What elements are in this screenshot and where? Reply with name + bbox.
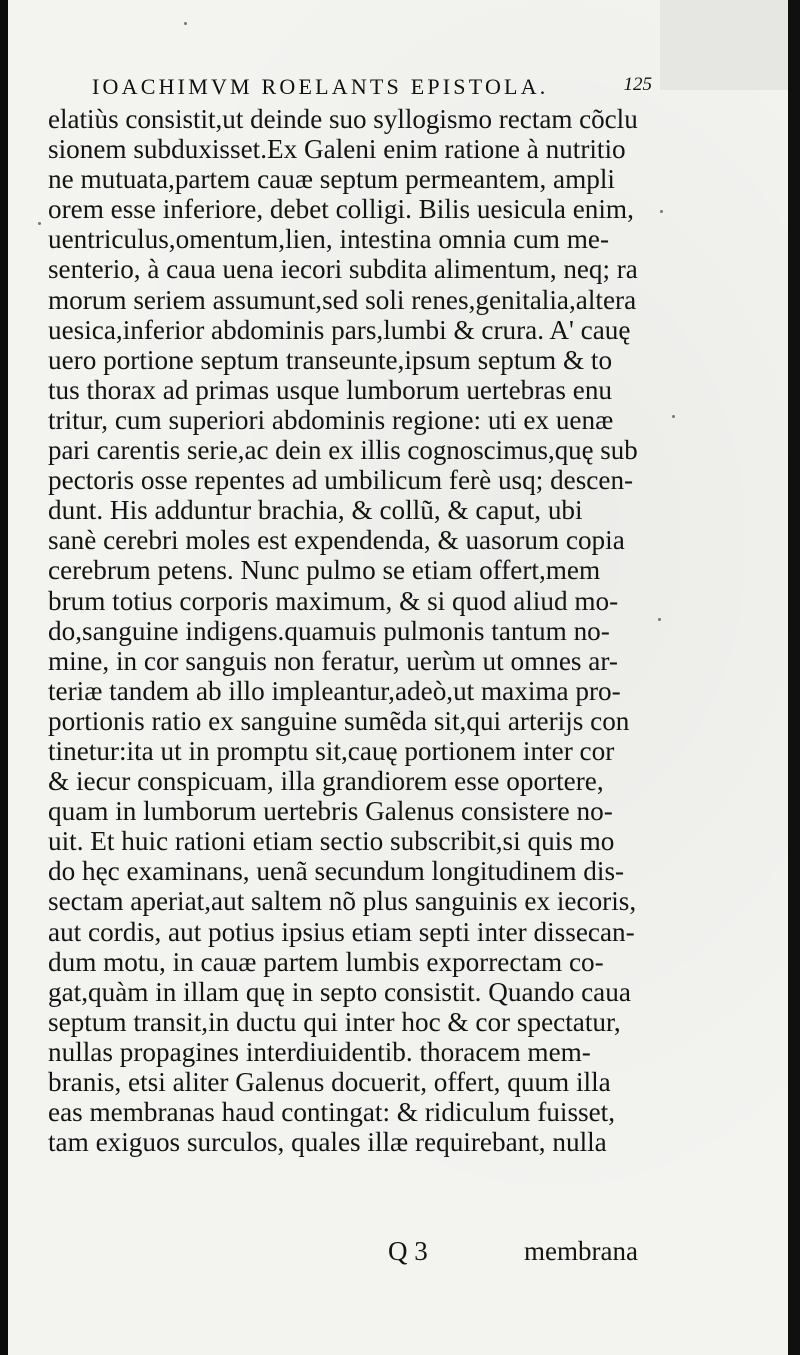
text-line: nullas propagines interdiuidentib. thoracem mem-: [48, 1036, 591, 1067]
page-number: 125: [623, 74, 652, 95]
text-line: quam in lumborum uertebris Galenus consistere no-: [48, 796, 613, 827]
text-line: morum seriem assumunt,sed soli renes,genitalia,altera: [48, 284, 637, 315]
text-line: septum transit,in ductu qui inter hoc & cor spectatur,: [48, 1006, 621, 1037]
paper-speck: [660, 210, 663, 213]
text-line: tinetur:ita ut in promptu sit,cauę portionem inter cor: [48, 735, 615, 766]
text-line: pectoris osse repentes ad umbilicum ferè usq; descen-: [48, 465, 634, 496]
paper-speck: [38, 222, 41, 225]
text-line: do,sanguine indigens.quamuis pulmonis tantum no-: [48, 615, 610, 646]
text-line: portionis ratio ex sanguine sumẽda sit,qui arterijs con: [48, 705, 630, 736]
text-line: tam exiguos surculos, quales illæ requirebant, nulla: [48, 1127, 607, 1158]
text-line: teriæ tandem ab illo impleantur,adeò,ut maxima pro-: [48, 675, 621, 706]
text-line: sanè cerebri moles est expendenda, & uasorum copia: [48, 525, 625, 556]
text-line: & iecur conspicuam, illa grandiorem esse oportere,: [48, 766, 604, 797]
paper-speck: [184, 22, 187, 25]
paper-speck: [658, 618, 661, 621]
text-line: mine, in cor sanguis non feratur, uerùm ut omnes ar-: [48, 645, 618, 676]
signature-mark: Q 3: [388, 1236, 428, 1266]
text-line: senterio, à caua uena iecori subdita alimentum, neq; ra: [48, 254, 638, 285]
page-footer: [388, 1236, 638, 1272]
book-page: [8, 0, 790, 1355]
text-line: ne mutuata,partem cauæ septum permeantem, ampli: [48, 164, 615, 195]
text-line: cerebrum petens. Nunc pulmo se etiam offert,mem: [48, 555, 601, 586]
text-line: brum totius corporis maximum, & si quod aliud mo-: [48, 585, 619, 616]
body-text: [48, 104, 638, 1157]
torn-corner: [660, 0, 790, 90]
text-line: uit. Et huic rationi etiam sectio subscribit,si quis mo: [48, 826, 615, 857]
text-line: branis, etsi aliter Galenus docuerit, offert, quum illa: [48, 1067, 611, 1097]
text-line: sectam aperiat,aut saltem nõ plus sanguinis ex iecoris,: [48, 886, 637, 917]
running-head-title: IOACHIMVM ROELANTS EPISTOLA.: [92, 74, 549, 99]
text-line: sionem subduxisset.Ex Galeni enim ratione à nutritio: [48, 134, 626, 165]
text-line: gat,quàm in illam quę in septo consistit. Quando caua: [48, 976, 631, 1007]
catchword: membrana: [524, 1236, 638, 1266]
text-line: elatiùs consistit,ut deinde suo syllogismo rectam cõclu: [48, 104, 638, 134]
show-through-text: [68, 1236, 228, 1258]
text-line: dum motu, in cauæ partem lumbis exporrectam co-: [48, 946, 604, 977]
text-line: tritur, cum superiori abdominis regione: uti ex uenæ: [48, 404, 614, 435]
scan-edge: [788, 0, 800, 1355]
text-line: pari carentis serie,ac dein ex illis cognoscimus,quę sub: [48, 435, 638, 466]
running-header: [92, 74, 652, 104]
text-line: uentriculus,omentum,lien, intestina omnia cum me-: [48, 224, 609, 255]
text-line: eas membranas haud contingat: & ridiculum fuisset,: [48, 1097, 616, 1128]
text-line: tus thorax ad primas usque lumborum uertebras enu: [48, 374, 613, 405]
text-line: dunt. His adduntur brachia, & collũ, & caput, ubi: [48, 495, 583, 526]
text-line: do hęc examinans, uenã secundum longitudinem dis-: [48, 856, 625, 887]
text-line: orem esse inferiore, debet colligi. Bilis uesicula enim,: [48, 194, 634, 225]
text-line: aut cordis, aut potius ipsius etiam septi inter dissecan-: [48, 916, 635, 947]
text-line: uero portione septum transeunte,ipsum septum & to: [48, 344, 613, 375]
paper-speck: [672, 415, 675, 418]
text-line: uesica,inferior abdominis pars,lumbi & crura. A' cauę: [48, 314, 631, 345]
